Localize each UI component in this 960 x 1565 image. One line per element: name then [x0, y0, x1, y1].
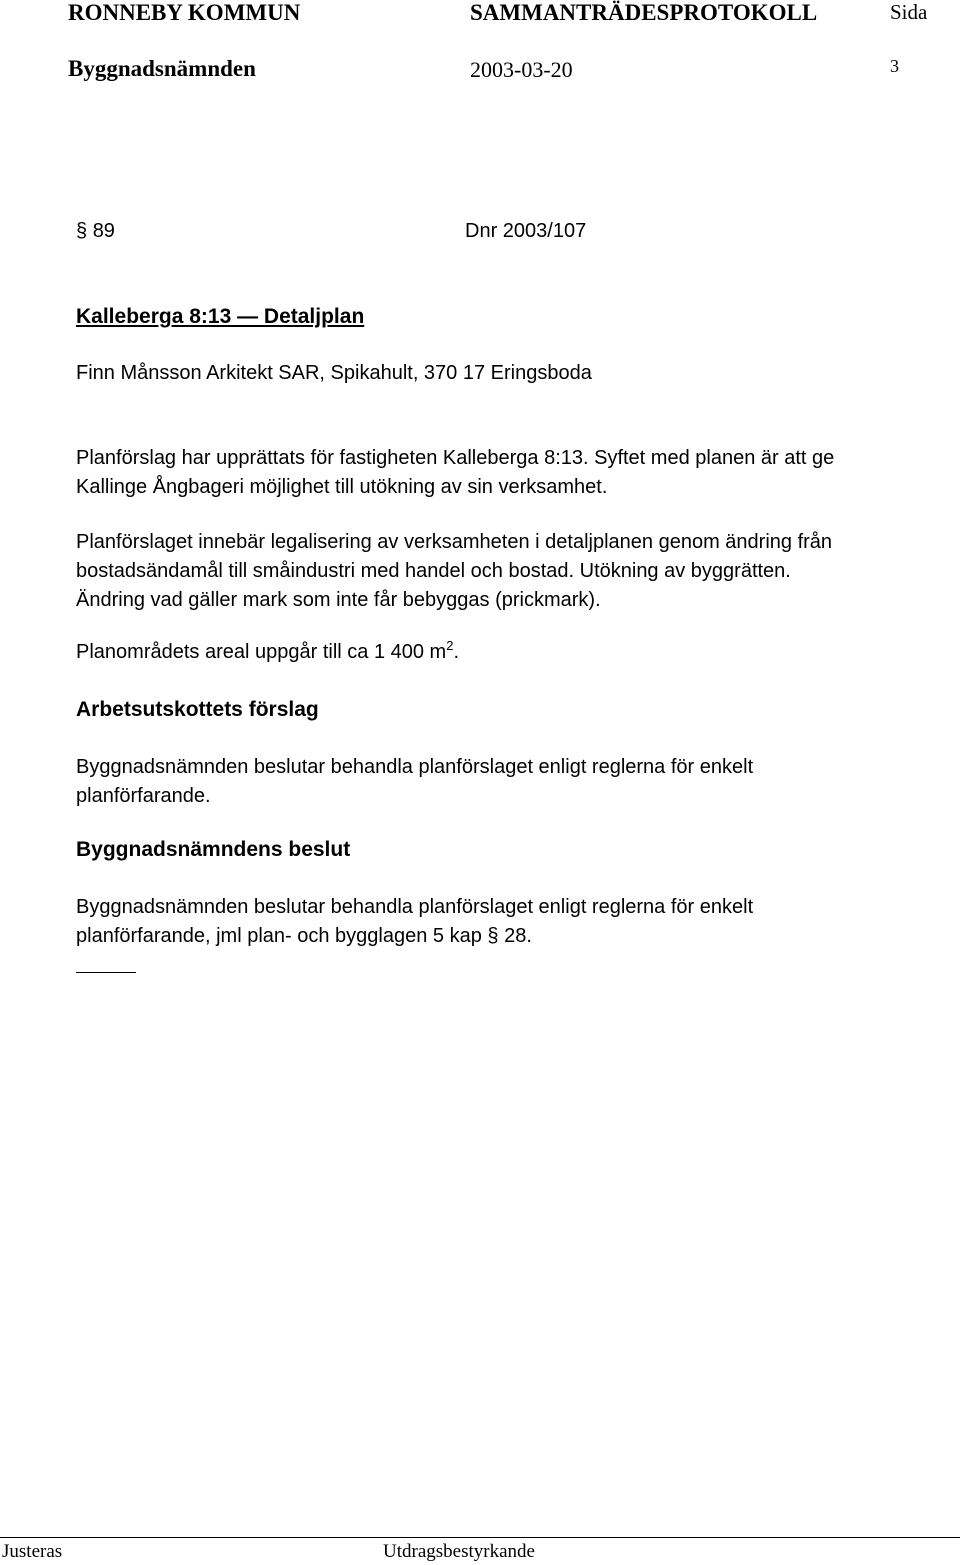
- meeting-date: 2003-03-20: [470, 57, 573, 82]
- end-rule: [76, 972, 136, 973]
- proposal-heading: Arbetsutskottets förslag: [76, 698, 319, 721]
- footer-justeras: Justeras: [2, 1541, 63, 1562]
- paragraph-line: Planförslaget innebär legalisering av verksamheten i detaljplanen genom ändring från: [76, 531, 833, 553]
- decision-heading: Byggnadsnämndens beslut: [76, 838, 351, 861]
- decision-text: [76, 893, 926, 951]
- page-number: 3: [890, 56, 899, 76]
- proposal-text: [76, 753, 926, 811]
- page-label: Sida: [890, 0, 928, 24]
- paragraph-area: [76, 638, 926, 664]
- section-number-value: 89: [92, 220, 115, 242]
- paragraph-line: bostadsändamål till småindustri med handel och bostad. Utökning av byggrätten.: [76, 560, 791, 582]
- committee-name: Byggnadsnämnden: [68, 56, 256, 81]
- document-type: SAMMANTRÄDESPROTOKOLL: [470, 0, 818, 25]
- paragraph-purpose: [76, 444, 926, 502]
- section-mark: §: [76, 220, 88, 242]
- footer-utdragsbestyrkande: Utdragsbestyrkande: [383, 1541, 535, 1562]
- municipality-name: RONNEBY KOMMUN: [68, 0, 301, 25]
- paragraph-line: Byggnadsnämnden beslutar behandla planförslaget enligt reglerna för enkelt: [76, 896, 754, 918]
- paragraph-line: Planförslag har upprättats för fastigheten Kalleberga 8:13. Syftet med planen är att ge: [76, 447, 835, 469]
- paragraph-line: Kallinge Ångbageri möjlighet till utökning av sin verksamhet.: [76, 476, 608, 498]
- area-superscript: 2: [446, 638, 454, 653]
- paragraph-line: planförfarande.: [76, 785, 211, 807]
- paragraph-line: Byggnadsnämnden beslutar behandla planförslaget enligt reglerna för enkelt: [76, 756, 754, 778]
- case-title: Kalleberga 8:13 — Detaljplan: [76, 305, 365, 328]
- case-dnr: Dnr 2003/107: [465, 220, 587, 242]
- paragraph-line: [76, 922, 926, 951]
- decision-section-mark: §: [487, 925, 499, 947]
- footer-rule: [0, 1537, 960, 1538]
- area-text: Planområdets areal uppgår till ca 1 400 m: [76, 641, 447, 663]
- paragraph-content: [76, 528, 926, 615]
- applicant-line: Finn Månsson Arkitekt SAR, Spikahult, 370 17 Eringsboda: [76, 362, 592, 384]
- decision-law-end: 28.: [498, 925, 532, 947]
- decision-law-text: planförfarande, jml plan- och bygglagen 5 kap: [76, 925, 488, 947]
- paragraph-line: Ändring vad gäller mark som inte får bebyggas (prickmark).: [76, 589, 601, 611]
- section-number: [76, 220, 115, 243]
- area-end: .: [453, 641, 460, 663]
